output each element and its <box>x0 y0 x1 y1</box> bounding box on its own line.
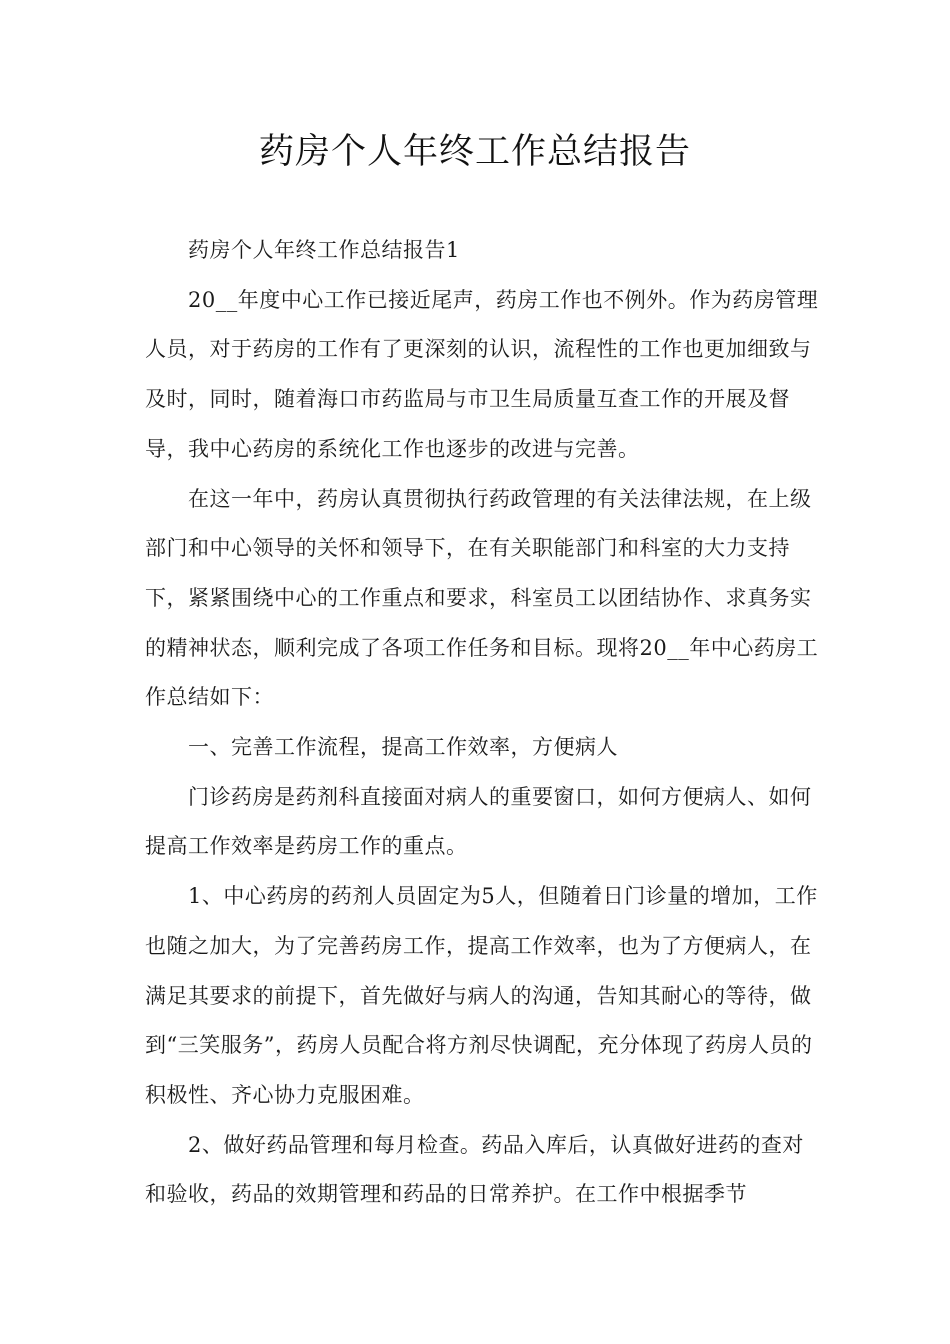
paragraph: 20__年度中心工作已接近尾声，药房工作也不例外。作为药房管理人员，对于药房的工作有了更深刻的认识，流程性的工作也更加细致与及时，同时，随着海口市药监局与市卫生局质量互查工作的开展及督导，我中心药房的系统化工作也逐步的改进与完善。 <box>145 287 819 461</box>
paragraph: 1、中心药房的药剂人员固定为5人，但随着日门诊量的增加，工作也随之加大，为了完善药房工作，提高工作效率，也为了方便病人，在满足其要求的前提下，首先做好与病人的沟通，告知其耐心的等待，做到“三笑服务”，药房人员配合将方剂尽快调配，充分体现了药房人员的积极性、齐心协力克服困难。 <box>145 884 818 1107</box>
document-body <box>145 226 825 1220</box>
paragraph: 门诊药房是药剂科直接面对病人的重要窗口，如何方便病人、如何提高工作效率是药房工作的重点。 <box>145 784 812 859</box>
document-title: 药房个人年终工作总结报告 <box>258 132 691 172</box>
section-heading: 一、完善工作流程，提高工作效率，方便病人 <box>188 735 618 760</box>
section-heading: 药房个人年终工作总结报告1 <box>188 238 460 262</box>
paragraph: 2、做好药品管理和每月检查。药品入库后，认真做好进药的查对和验收，药品的效期管理和药品的日常养护。在工作中根据季节 <box>145 1132 804 1207</box>
paragraph: 在这一年中，药房认真贯彻执行药政管理的有关法律法规，在上级部门和中心领导的关怀和领导下，在有关职能部门和科室的大力支持下，紧紧围绕中心的工作重点和要求，科室员工以团结协作、求真务实的精神状态，顺利完成了各项工作任务和目标。现将20__年中心药房工作总结如下： <box>145 486 819 710</box>
